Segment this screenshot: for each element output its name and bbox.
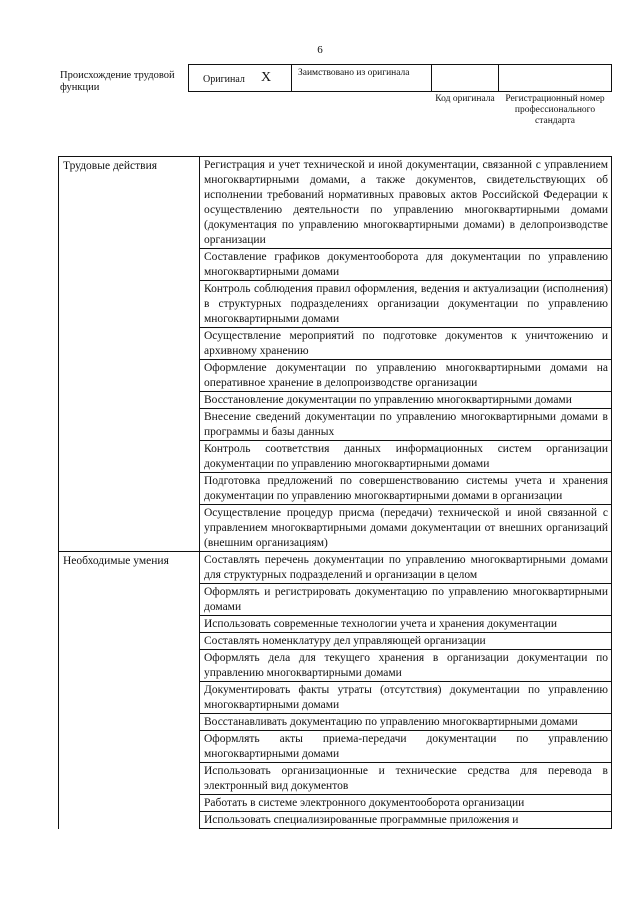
list-item: Использовать современные технологии учета и хранения документации: [200, 616, 612, 633]
list-item: Восстанавливать документацию по управлению многоквартирными домами: [200, 714, 612, 731]
reg-number-cell: [498, 64, 612, 92]
list-item: Внесение сведений документации по управлению многоквартирными домами в программы и базы данных: [200, 409, 612, 441]
section-heading: Необходимые умения: [59, 552, 200, 829]
section-heading: Трудовые действия: [59, 157, 200, 552]
original-label: Оригинал: [203, 74, 245, 85]
original-mark: X: [261, 70, 272, 85]
code-cell: [431, 64, 499, 92]
table-row: [59, 157, 612, 249]
list-item: Оформление документации по управлению многоквартирными домами на оперативное хранение в делопроизводстве организации: [200, 360, 612, 392]
list-item: Контроль соответствия данных информационных систем организации документации по управлению многоквартирными домами: [200, 441, 612, 473]
page-number: 6: [317, 44, 323, 56]
list-item: Восстановление документации по управлению многоквартирными домами: [200, 392, 612, 409]
list-item: Оформлять и регистрировать документацию по управлению многоквартирными домами: [200, 584, 612, 616]
list-item: Использовать специализированные программные приложения и: [200, 812, 612, 829]
list-item: Использовать организационные и технические средства для перевода в электронный вид документов: [200, 763, 612, 795]
table-row: [59, 552, 612, 584]
reg-caption: Регистрационный номер профессионального стандарта: [505, 94, 605, 126]
list-item: Осуществление процедур присма (передачи) технической и иной связанной с управлением многоквартирными домами документации от внешних организаций (внешним организациям): [200, 505, 612, 552]
list-item: Составление графиков документооборота для документации по управлению многоквартирными домами: [200, 249, 612, 281]
list-item: Подготовка предложений по совершенствованию системы учета и хранения документации по управлению многоквартирными домами в организации: [200, 473, 612, 505]
code-caption: Код оригинала: [435, 94, 495, 104]
list-item: Работать в системе электронного документооборота организации: [200, 795, 612, 812]
list-item: Составлять номенклатуру дел управляющей организации: [200, 633, 612, 650]
origin-label: Происхождение трудовой функции: [60, 70, 175, 93]
list-item: Документировать факты утраты (отсутствия) документации по управлению многоквартирными домами: [200, 682, 612, 714]
list-item: Оформлять акты приема-передачи документации по управлению многоквартирными домами: [200, 731, 612, 763]
borrowed-label: Заимствовано из оригинала: [298, 68, 410, 78]
list-item: Оформлять дела для текущего хранения в организации документации по управлению многоквартирными домами: [200, 650, 612, 682]
list-item: Составлять перечень документации по управлению многоквартирными домами для структурных подразделений и организации в целом: [200, 552, 612, 584]
list-item: Контроль соблюдения правил оформления, ведения и актуализации (исполнения) в структурных подразделениях организации документации по управлению многоквартирными домами: [200, 281, 612, 328]
borrowed-cell: [291, 64, 432, 92]
list-item: Осуществление мероприятий по подготовке документов к уничтожению и архивному хранению: [200, 328, 612, 360]
function-table: [58, 156, 612, 829]
original-cell: [188, 64, 292, 92]
list-item: Регистрация и учет технической и иной документации, связанной с управлением многоквартирными домами, а также документов, свидетельствующих об исполнении требований нормативных правовых актов Российской Федерации к осуществлению деятельности по управлению многоквартирными домами (документация по управлению многоквартирными домами) в делопроизводстве организации: [200, 157, 612, 249]
